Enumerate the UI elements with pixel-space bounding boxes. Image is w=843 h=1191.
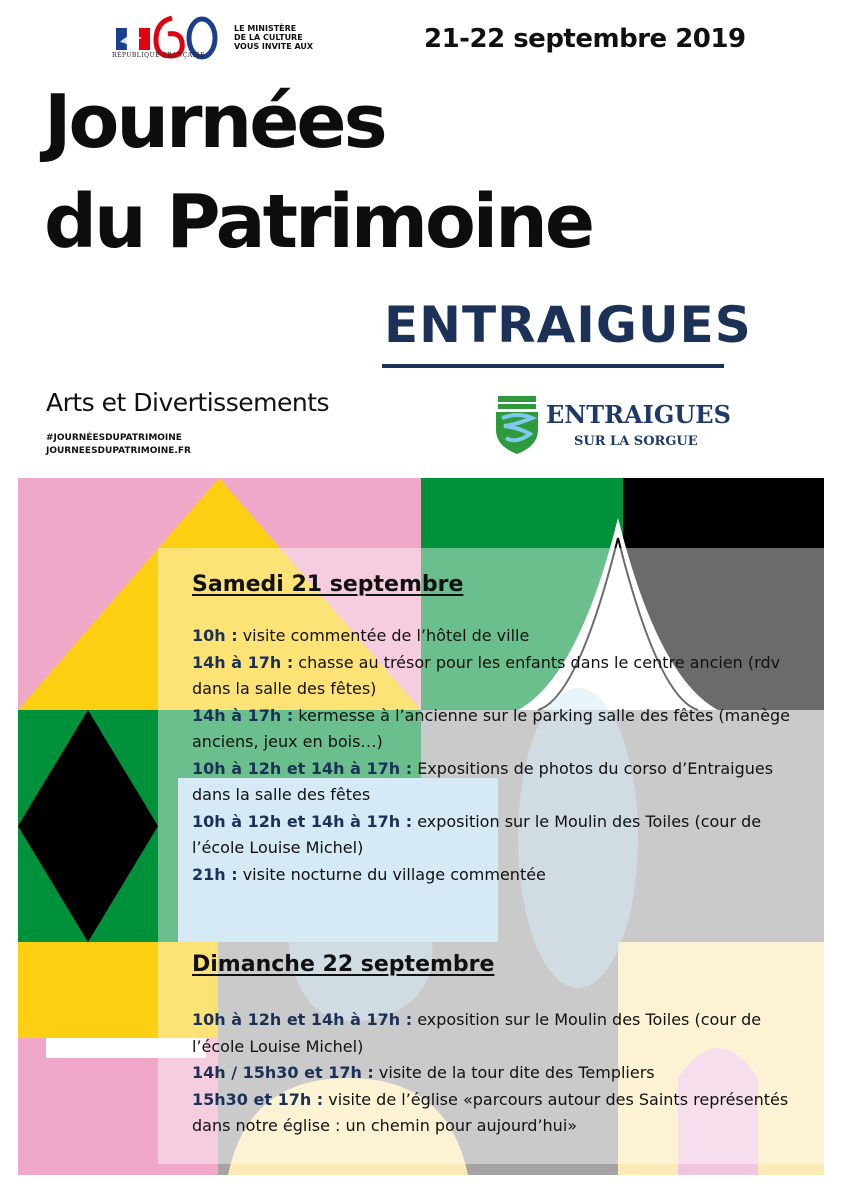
ministry-line: LE MINISTÈRE [234,24,297,33]
saturday-heading: Samedi 21 septembre [192,572,464,597]
event-time: 14h / 15h30 et 17h : [192,1063,374,1082]
saturday-events [192,623,792,888]
town-shield-icon [492,394,542,456]
event-text: kermesse à l’ancienne sur le parking salle des fêtes (manège anciens, jeux en bois…) [192,705,790,751]
event-text: visite nocturne du village commentée [237,864,546,884]
event-time: 10h à 12h et 14h à 17h : [192,758,413,778]
event-item [192,623,792,650]
event-item [192,1060,792,1087]
event-text: Expositions de photos du corso d’Entraigues dans la salle des fêtes [192,758,774,804]
event-time: 14h à 17h : [192,705,294,725]
republique-francaise-label: RÉPUBLIQUE FRANÇAISE [112,52,205,59]
saturday-section [192,572,792,888]
ministry-logo [112,12,220,60]
event-text: exposition sur le Moulin des Toiles (cour de l’école Louise Michel) [192,1010,762,1056]
event-item [192,650,792,703]
sunday-events [192,1007,792,1140]
event-time: 10h à 12h et 14h à 17h : [192,811,413,831]
theme-title: Arts et Divertissements [46,388,330,417]
entraigues-logo [492,394,732,456]
event-text: visite de l’église «parcours autour des Saints représentés dans notre église : un chemin pour aujourd’hui» [192,1089,789,1135]
title-line-1: Journées [44,79,385,165]
sunday-heading: Dimanche 22 septembre [192,952,495,977]
french-flag-icon [116,28,150,50]
event-text: visite commentée de l’hôtel de ville [237,626,530,645]
event-time: 14h à 17h : [192,652,294,672]
website-text: JOURNEESDUPATRIMOINE.FR [46,446,191,456]
event-item [192,862,792,889]
ministry-line: VOUS INVITE AUX [234,42,314,51]
event-item [192,809,792,862]
ministry-line: DE LA CULTURE [234,33,303,42]
event-item [192,1087,792,1140]
sunday-section [192,952,792,1140]
hashtags [46,432,191,458]
event-item [192,756,792,809]
ministry-invite-text [234,24,344,51]
event-item [192,1007,792,1060]
event-text: chasse au trésor pour les enfants dans le centre ancien (rdv dans la salle des fêtes) [192,652,781,698]
event-time: 21h : [192,864,238,884]
hashtag-text: #JOURNÉESDUPATRIMOINE [46,433,182,443]
town-underline [382,364,724,368]
event-text: visite de la tour dite des Templiers [373,1063,655,1082]
event-item [192,703,792,756]
event-time: 15h30 et 17h : [192,1089,324,1109]
town-name: ENTRAIGUES [384,296,752,354]
town-logo-subtitle: SUR LA SORGUE [574,434,698,449]
event-date: 21-22 septembre 2019 [424,24,746,54]
town-logo-name: ENTRAIGUES [546,400,731,429]
event-time: 10h à 12h et 14h à 17h : [192,1010,413,1029]
title-line-2: du Patrimoine [44,179,593,265]
event-time: 10h : [192,626,238,645]
event-text: exposition sur le Moulin des Toiles (cour de l’école Louise Michel) [192,811,762,857]
